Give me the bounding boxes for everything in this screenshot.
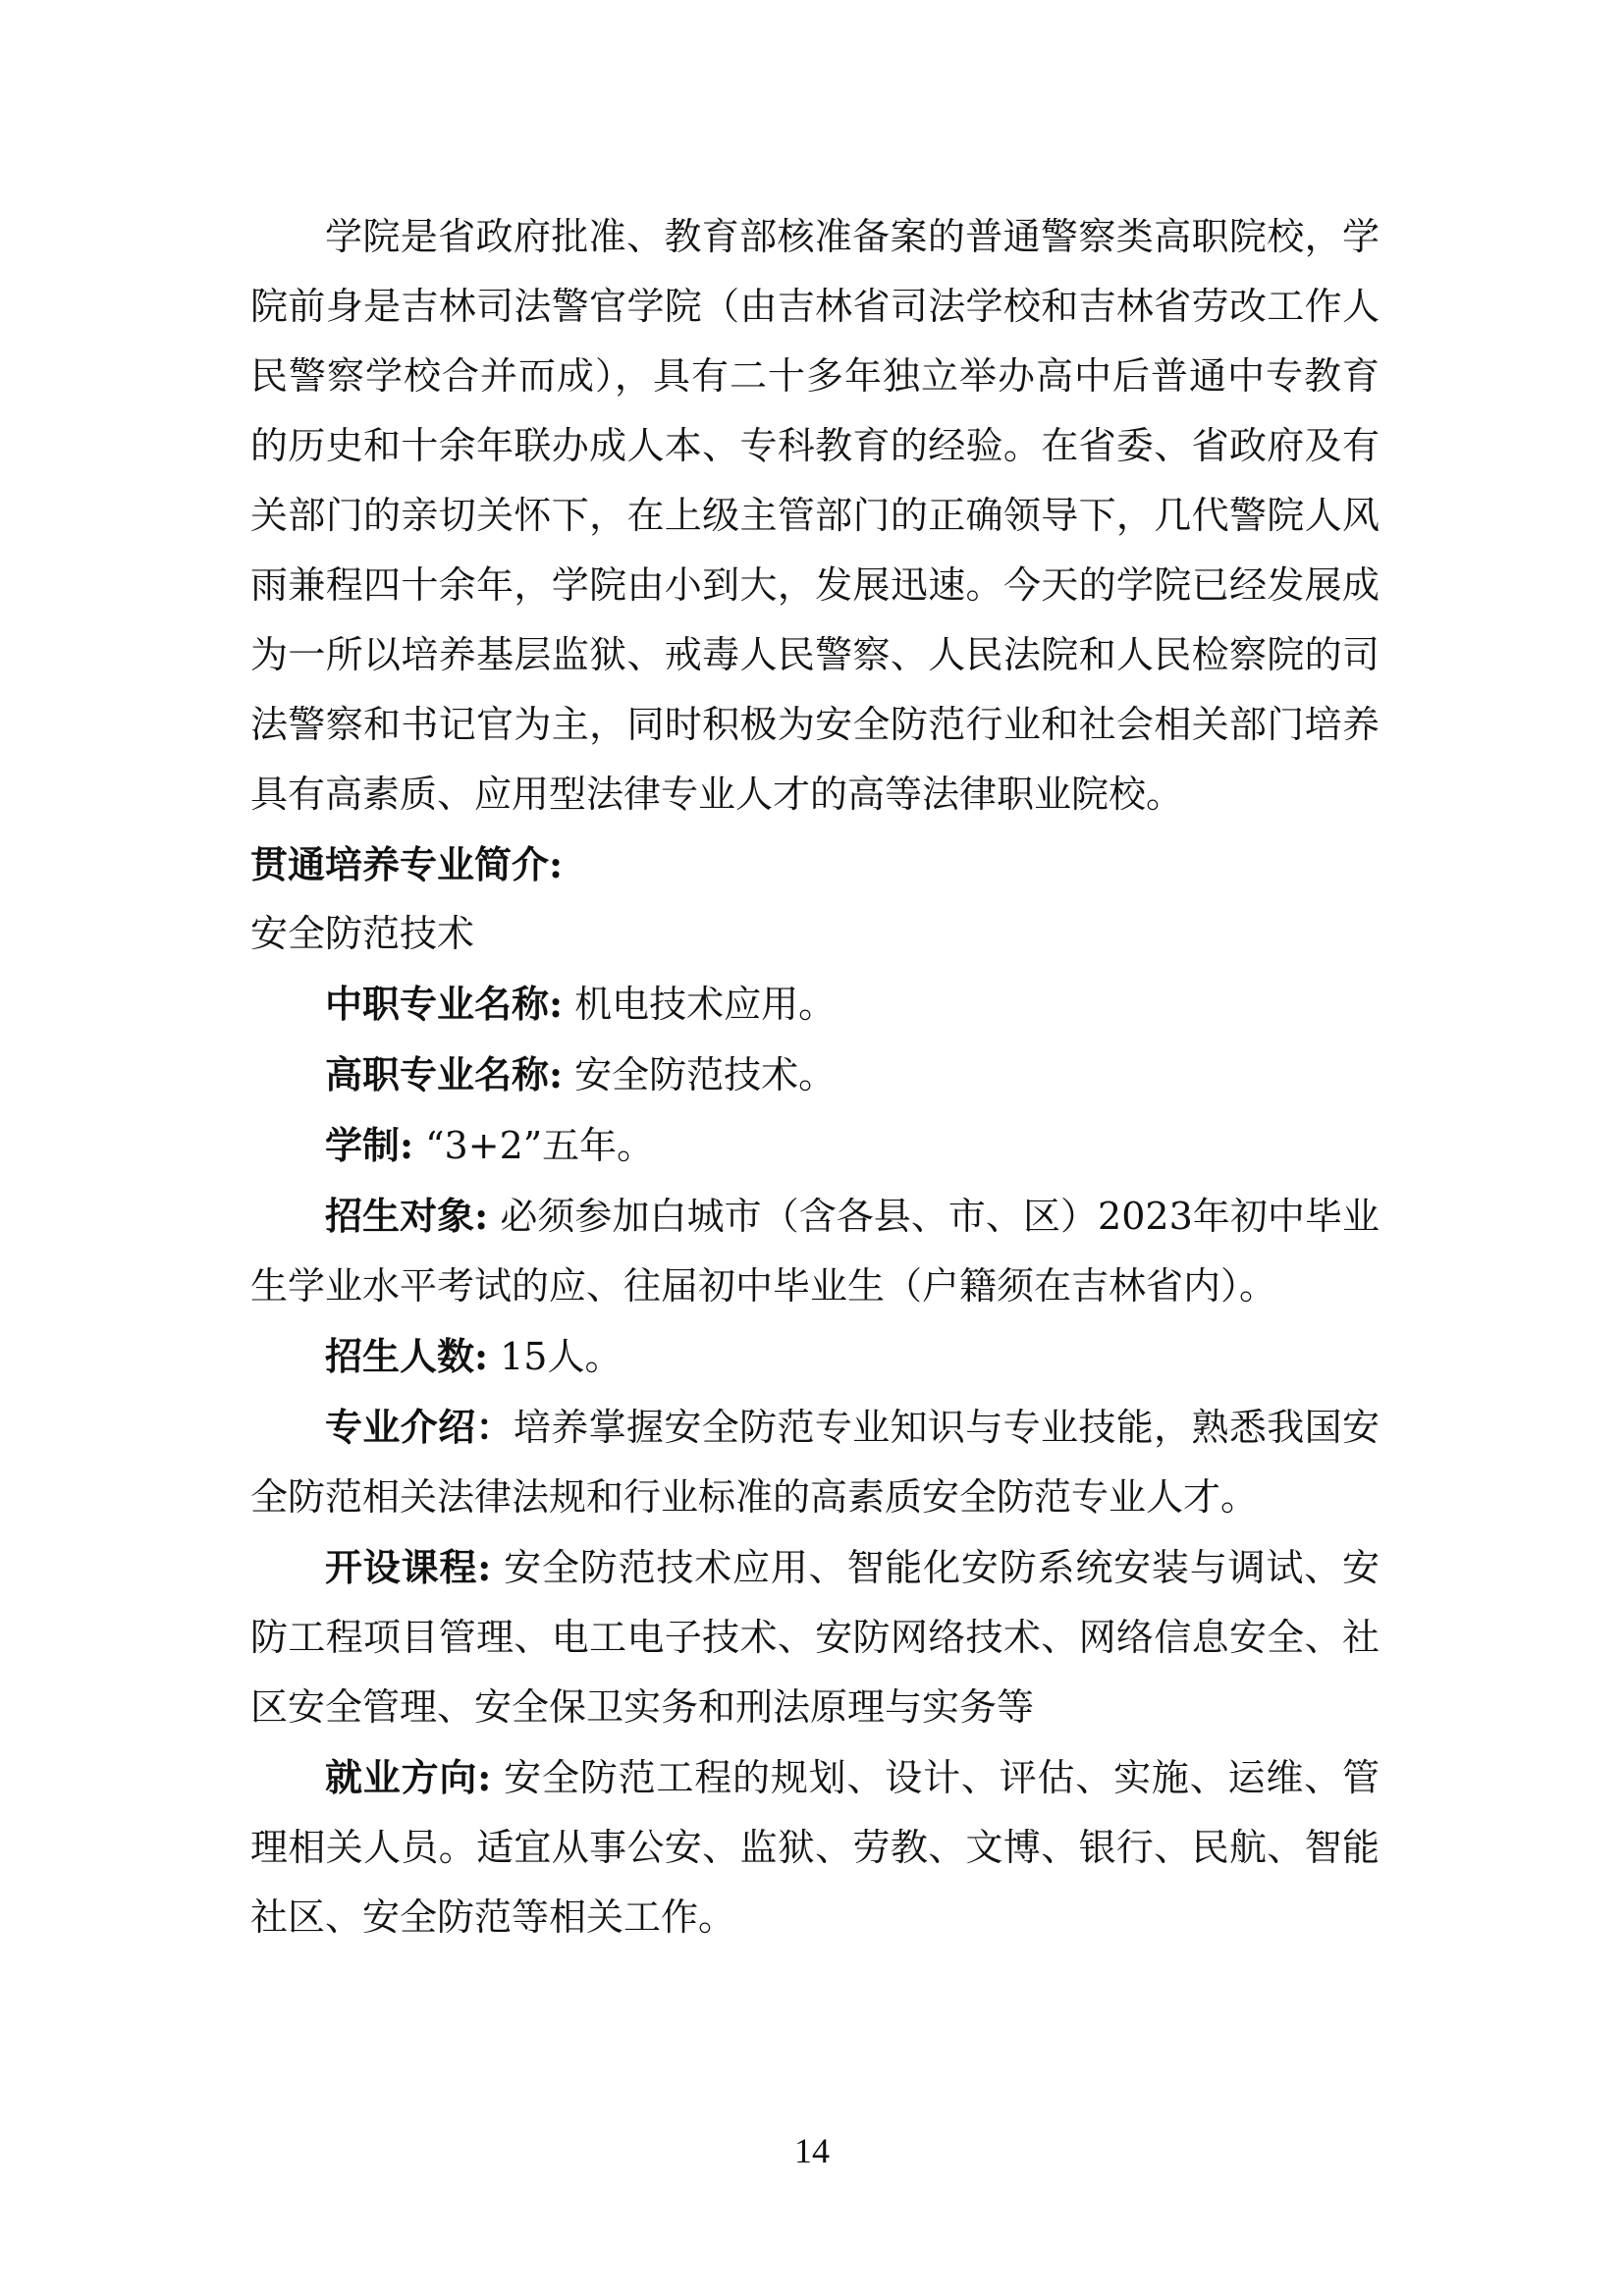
field-label: 中职专业名称: <box>325 982 564 1026</box>
field-label: 开设课程: <box>325 1545 492 1589</box>
field-label: 招生人数: <box>325 1334 489 1378</box>
page-number: 14 <box>794 2131 830 2170</box>
field-value: 安全防范技术应用、智能化安防系统安装与调试、安防工程项目管理、电工电子技术、安防网络技术、网络信息安全、社区安全管理、安全保卫实务和刑法原理与实务等 <box>250 1546 1380 1729</box>
field-label: 高职专业名称: <box>325 1052 564 1096</box>
higher-major-line <box>250 1040 1380 1110</box>
field-value: 机电技术应用。 <box>574 983 837 1026</box>
field-value: 必须参加白城市（含各县、市、区）2023年初中毕业生学业水平考试的应、往届初中毕业生（户籍须在吉林省内）。 <box>250 1195 1380 1308</box>
major-title: 安全防范技术 <box>250 912 475 955</box>
field-value: 15人。 <box>500 1335 623 1378</box>
field-value: 培养掌握安全防范专业知识与专业技能，熟悉我国安全防范相关法律法规和行业标准的高素质安全防范专业人才。 <box>250 1406 1380 1519</box>
target-paragraph <box>250 1181 1380 1321</box>
field-value: 安全防范工程的规划、设计、评估、实施、运维、管理相关人员。适宜从事公安、监狱、劳教、文博、银行、民航、智能社区、安全防范等相关工作。 <box>250 1756 1380 1939</box>
field-label: 专业介绍： <box>325 1405 514 1449</box>
field-label: 招生对象: <box>325 1194 489 1238</box>
section-heading: 贯通培养专业简介: <box>250 842 564 886</box>
duration-line <box>250 1110 1380 1181</box>
courses-paragraph <box>250 1532 1380 1742</box>
field-label: 学制: <box>325 1123 414 1167</box>
secondary-major-line <box>250 969 1380 1040</box>
body-text <box>250 202 1380 1952</box>
field-value: “3+2”五年。 <box>425 1124 655 1167</box>
quota-line <box>250 1321 1380 1392</box>
major-intro-paragraph <box>250 1392 1380 1532</box>
employment-paragraph <box>250 1742 1380 1952</box>
field-label: 就业方向: <box>325 1755 492 1799</box>
intro-paragraph: 学院是省政府批准、教育部核准备案的普通警察类高职院校，学院前身是吉林司法警官学院（由吉林省司法学校和吉林省劳改工作人民警察学校合并而成），具有二十多年独立举办高中后普通中专教育的历史和十余年联办成人本、专科教育的经验。在省委、省政府及有关部门的亲切关怀下，在上级主管部门的正确领导下，几代警院人风雨兼程四十余年，学院由小到大，发展迅速。今天的学院已经发展成为一所以培养基层监狱、戒毒人民警察、人民法院和人民检察院的司法警察和书记官为主，同时积极为安全防范行业和社会相关部门培养具有高素质、应用型法律专业人才的高等法律职业院校。 <box>250 215 1380 816</box>
field-value: 安全防范技术。 <box>574 1053 837 1096</box>
